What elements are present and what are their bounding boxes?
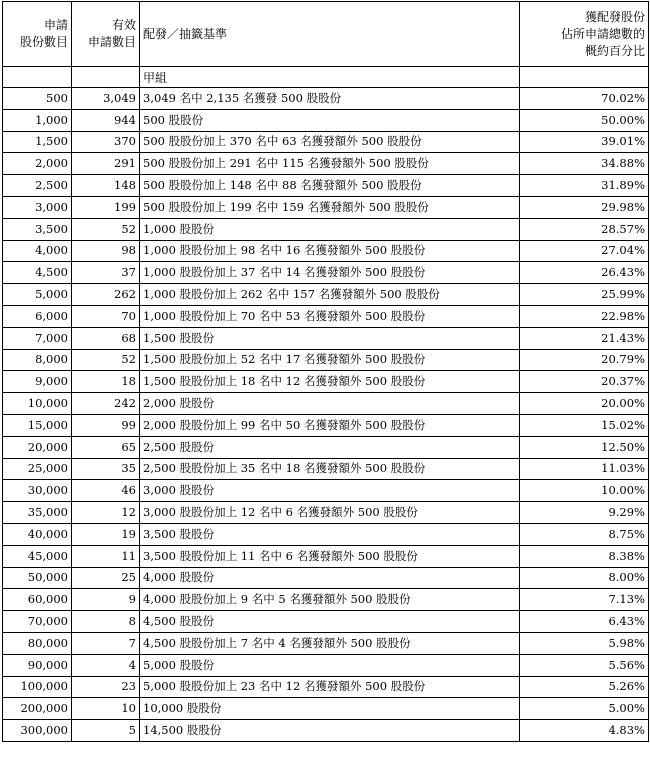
percentage-cell: 20.37% xyxy=(520,371,649,393)
shares-applied-cell: 70,000 xyxy=(3,611,72,633)
allotment-basis-cell: 2,000 股股份 xyxy=(140,393,520,415)
allotment-basis-cell: 1,500 股股份加上 52 名中 17 名獲發額外 500 股股份 xyxy=(140,349,520,371)
allotment-table xyxy=(2,1,649,742)
header-shares-applied xyxy=(3,2,72,67)
allotment-basis-cell: 3,049 名中 2,135 名獲發 500 股股份 xyxy=(140,88,520,110)
header-shares-line2: 股份數目 xyxy=(19,35,68,49)
shares-applied-cell: 6,000 xyxy=(3,305,72,327)
valid-applications-cell: 242 xyxy=(72,393,140,415)
percentage-cell: 8.75% xyxy=(520,523,649,545)
shares-applied-cell: 30,000 xyxy=(3,480,72,502)
valid-applications-cell: 370 xyxy=(72,131,140,153)
percentage-cell: 20.79% xyxy=(520,349,649,371)
valid-applications-cell: 52 xyxy=(72,349,140,371)
percentage-cell: 29.98% xyxy=(520,196,649,218)
valid-applications-cell: 10 xyxy=(72,698,140,720)
table-row xyxy=(3,218,649,240)
allotment-basis-cell: 4,500 股股份加上 7 名中 4 名獲發額外 500 股股份 xyxy=(140,632,520,654)
valid-applications-cell: 3,049 xyxy=(72,88,140,110)
valid-applications-cell: 148 xyxy=(72,175,140,197)
allotment-basis-cell: 1,000 股股份加上 37 名中 14 名獲發額外 500 股股份 xyxy=(140,262,520,284)
allotment-basis-cell: 3,500 股股份加上 11 名中 6 名獲發額外 500 股股份 xyxy=(140,545,520,567)
allotment-basis-cell: 1,000 股股份 xyxy=(140,218,520,240)
table-row xyxy=(3,175,649,197)
valid-applications-cell: 5 xyxy=(72,720,140,742)
header-percentage xyxy=(520,2,649,67)
percentage-cell: 10.00% xyxy=(520,480,649,502)
valid-applications-cell: 68 xyxy=(72,327,140,349)
valid-applications-cell: 9 xyxy=(72,589,140,611)
header-valid-applications xyxy=(72,2,140,67)
header-pct-line3: 概約百分比 xyxy=(584,43,645,58)
shares-applied-cell: 80,000 xyxy=(3,632,72,654)
shares-applied-cell: 200,000 xyxy=(3,698,72,720)
percentage-cell: 21.43% xyxy=(520,327,649,349)
allotment-basis-cell: 2,000 股股份加上 99 名中 50 名獲發額外 500 股股份 xyxy=(140,414,520,436)
percentage-cell: 34.88% xyxy=(520,153,649,175)
table-row xyxy=(3,480,649,502)
allotment-basis-cell: 500 股股份加上 148 名中 88 名獲發額外 500 股股份 xyxy=(140,175,520,197)
table-row xyxy=(3,88,649,110)
table-row xyxy=(3,654,649,676)
percentage-cell: 26.43% xyxy=(520,262,649,284)
percentage-cell: 4.83% xyxy=(520,720,649,742)
percentage-cell: 22.98% xyxy=(520,305,649,327)
shares-applied-cell: 4,000 xyxy=(3,240,72,262)
table-body xyxy=(3,67,649,742)
shares-applied-cell: 3,000 xyxy=(3,196,72,218)
valid-applications-cell: 25 xyxy=(72,567,140,589)
shares-applied-cell: 2,000 xyxy=(3,153,72,175)
percentage-cell: 27.04% xyxy=(520,240,649,262)
shares-applied-cell: 15,000 xyxy=(3,414,72,436)
table-row xyxy=(3,436,649,458)
percentage-cell: 5.56% xyxy=(520,654,649,676)
shares-applied-cell: 3,500 xyxy=(3,218,72,240)
valid-applications-cell: 8 xyxy=(72,611,140,633)
header-apps-line2: 申請數目 xyxy=(87,35,136,49)
table-row xyxy=(3,262,649,284)
header-apps-line1: 有效 xyxy=(111,18,136,32)
shares-applied-cell: 1,000 xyxy=(3,109,72,131)
percentage-cell: 8.00% xyxy=(520,567,649,589)
table-row xyxy=(3,545,649,567)
percentage-cell: 5.98% xyxy=(520,632,649,654)
percentage-cell: 8.38% xyxy=(520,545,649,567)
valid-applications-cell: 37 xyxy=(72,262,140,284)
percentage-cell: 12.50% xyxy=(520,436,649,458)
table-row xyxy=(3,284,649,306)
percentage-cell: 9.29% xyxy=(520,502,649,524)
table-row xyxy=(3,196,649,218)
percentage-cell: 7.13% xyxy=(520,589,649,611)
allotment-basis-cell: 4,000 股股份 xyxy=(140,567,520,589)
percentage-cell: 5.26% xyxy=(520,676,649,698)
table-row xyxy=(3,305,649,327)
shares-applied-cell: 9,000 xyxy=(3,371,72,393)
table-row xyxy=(3,109,649,131)
shares-applied-cell: 8,000 xyxy=(3,349,72,371)
valid-applications-cell: 98 xyxy=(72,240,140,262)
valid-applications-cell: 23 xyxy=(72,676,140,698)
valid-applications-cell: 4 xyxy=(72,654,140,676)
header-pct-line1: 獲配發股份 xyxy=(584,9,645,24)
table-row xyxy=(3,523,649,545)
valid-applications-cell: 19 xyxy=(72,523,140,545)
percentage-cell: 20.00% xyxy=(520,393,649,415)
valid-applications-cell: 12 xyxy=(72,502,140,524)
allotment-basis-cell: 3,000 股股份 xyxy=(140,480,520,502)
valid-applications-cell: 11 xyxy=(72,545,140,567)
valid-applications-cell: 199 xyxy=(72,196,140,218)
allotment-basis-cell: 4,000 股股份加上 9 名中 5 名獲發額外 500 股股份 xyxy=(140,589,520,611)
valid-applications-cell: 70 xyxy=(72,305,140,327)
header-shares-line1: 申請 xyxy=(43,18,68,32)
shares-applied-cell: 45,000 xyxy=(3,545,72,567)
valid-applications-cell: 944 xyxy=(72,109,140,131)
percentage-cell: 70.02% xyxy=(520,88,649,110)
shares-applied-cell: 500 xyxy=(3,88,72,110)
allotment-basis-cell: 1,500 股股份 xyxy=(140,327,520,349)
table-row xyxy=(3,632,649,654)
shares-applied-cell: 10,000 xyxy=(3,393,72,415)
percentage-cell: 6.43% xyxy=(520,611,649,633)
table-row xyxy=(3,698,649,720)
valid-applications-cell: 99 xyxy=(72,414,140,436)
allotment-basis-cell: 3,500 股股份 xyxy=(140,523,520,545)
shares-applied-cell: 1,500 xyxy=(3,131,72,153)
allotment-basis-cell: 4,500 股股份 xyxy=(140,611,520,633)
valid-applications-cell: 7 xyxy=(72,632,140,654)
percentage-cell: 31.89% xyxy=(520,175,649,197)
shares-applied-cell: 90,000 xyxy=(3,654,72,676)
percentage-cell: 28.57% xyxy=(520,218,649,240)
shares-applied-cell: 300,000 xyxy=(3,720,72,742)
group-empty-cell xyxy=(520,67,649,88)
table-row xyxy=(3,676,649,698)
shares-applied-cell: 25,000 xyxy=(3,458,72,480)
table-row xyxy=(3,611,649,633)
allotment-basis-cell: 3,000 股股份加上 12 名中 6 名獲發額外 500 股股份 xyxy=(140,502,520,524)
allotment-basis-cell: 2,500 股股份 xyxy=(140,436,520,458)
valid-applications-cell: 35 xyxy=(72,458,140,480)
valid-applications-cell: 65 xyxy=(72,436,140,458)
percentage-cell: 11.03% xyxy=(520,458,649,480)
allotment-basis-cell: 1,000 股股份加上 70 名中 53 名獲發額外 500 股股份 xyxy=(140,305,520,327)
allotment-basis-cell: 1,500 股股份加上 18 名中 12 名獲發額外 500 股股份 xyxy=(140,371,520,393)
allotment-basis-cell: 14,500 股股份 xyxy=(140,720,520,742)
table-row xyxy=(3,414,649,436)
table-row xyxy=(3,567,649,589)
shares-applied-cell: 40,000 xyxy=(3,523,72,545)
percentage-cell: 15.02% xyxy=(520,414,649,436)
group-empty-cell xyxy=(3,67,72,88)
table-row xyxy=(3,371,649,393)
table-row xyxy=(3,131,649,153)
table-row xyxy=(3,458,649,480)
header-pct-line2: 佔所申請總數的 xyxy=(560,26,645,41)
shares-applied-cell: 50,000 xyxy=(3,567,72,589)
allotment-basis-cell: 1,000 股股份加上 98 名中 16 名獲發額外 500 股股份 xyxy=(140,240,520,262)
shares-applied-cell: 60,000 xyxy=(3,589,72,611)
valid-applications-cell: 291 xyxy=(72,153,140,175)
percentage-cell: 5.00% xyxy=(520,698,649,720)
shares-applied-cell: 100,000 xyxy=(3,676,72,698)
table-row xyxy=(3,393,649,415)
table-row xyxy=(3,240,649,262)
valid-applications-cell: 18 xyxy=(72,371,140,393)
allotment-basis-cell: 5,000 股股份加上 23 名中 12 名獲發額外 500 股股份 xyxy=(140,676,520,698)
allotment-basis-cell: 2,500 股股份加上 35 名中 18 名獲發額外 500 股股份 xyxy=(140,458,520,480)
allotment-basis-cell: 500 股股份 xyxy=(140,109,520,131)
group-row xyxy=(3,67,649,88)
group-label: 甲組 xyxy=(140,67,520,88)
shares-applied-cell: 4,500 xyxy=(3,262,72,284)
shares-applied-cell: 7,000 xyxy=(3,327,72,349)
allotment-basis-cell: 500 股股份加上 370 名中 63 名獲發額外 500 股股份 xyxy=(140,131,520,153)
table-row xyxy=(3,327,649,349)
allotment-basis-cell: 500 股股份加上 199 名中 159 名獲發額外 500 股股份 xyxy=(140,196,520,218)
group-empty-cell xyxy=(72,67,140,88)
header-row xyxy=(3,2,649,67)
percentage-cell: 50.00% xyxy=(520,109,649,131)
table-row xyxy=(3,153,649,175)
shares-applied-cell: 2,500 xyxy=(3,175,72,197)
table-row xyxy=(3,349,649,371)
shares-applied-cell: 5,000 xyxy=(3,284,72,306)
header-basis: 配發／抽籤基準 xyxy=(140,2,520,67)
allotment-basis-cell: 10,000 股股份 xyxy=(140,698,520,720)
table-row xyxy=(3,720,649,742)
table-row xyxy=(3,589,649,611)
shares-applied-cell: 20,000 xyxy=(3,436,72,458)
valid-applications-cell: 46 xyxy=(72,480,140,502)
allotment-basis-cell: 5,000 股股份 xyxy=(140,654,520,676)
valid-applications-cell: 52 xyxy=(72,218,140,240)
allotment-basis-cell: 1,000 股股份加上 262 名中 157 名獲發額外 500 股股份 xyxy=(140,284,520,306)
shares-applied-cell: 35,000 xyxy=(3,502,72,524)
percentage-cell: 25.99% xyxy=(520,284,649,306)
percentage-cell: 39.01% xyxy=(520,131,649,153)
table-row xyxy=(3,502,649,524)
valid-applications-cell: 262 xyxy=(72,284,140,306)
allotment-basis-cell: 500 股股份加上 291 名中 115 名獲發額外 500 股股份 xyxy=(140,153,520,175)
